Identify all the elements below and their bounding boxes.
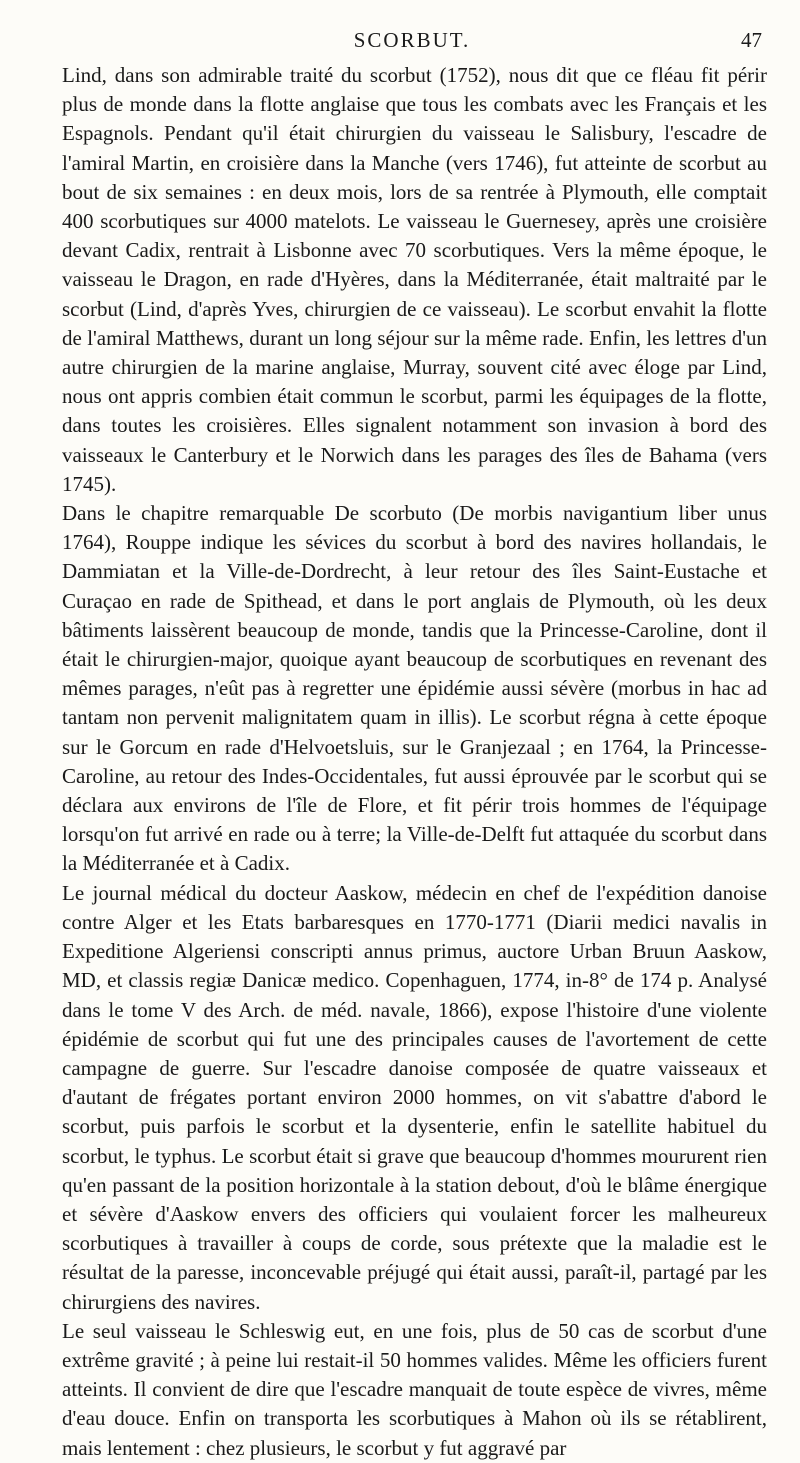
- running-head: [62, 28, 762, 62]
- paragraph-4: Le seul vaisseau le Schleswig eut, en une fois, plus de 50 cas de scorbut d'une extrême gravité ; à peine lui restait-il 50 hommes valides. Même les officiers furent atteints. Il convient de dire que l'escadre manquait de toute espèce de vivres, même d'eau douce. Enfin on transporta les scorbutiques à Mahon où ils se rétablirent, mais lentement : chez plusieurs, le scorbut y fut aggravé par: [62, 1318, 767, 1460]
- page-number: 47: [741, 28, 762, 52]
- paragraph-3: Le journal médical du docteur Aaskow, médecin en chef de l'expédition danoise contre Alger et les Etats barbaresques en 1770-1771 (Diarii medici navalis in Expeditione Algeriensi conscripti annus primus, auctore Urban Bruun Aaskow, MD, et classis regiæ Danicæ medico. Copenhaguen, 1774, in-8° de 174 p. Analysé dans le tome V des Arch. de méd. navale, 1866), expose l'histoire d'une violente épidémie de scorbut qui fut une des principales causes de l'avortement de cette campagne de guerre. Sur l'escadre danoise composée de quatre vaisseaux et d'autant de frégates portant environ 2000 hommes, on vit s'abattre d'abord le scorbut, puis parfois le scorbut et la dysenterie, enfin le satellite habituel du scorbut, le typhus. Le scorbut était si grave que beaucoup d'hommes moururent rien qu'en passant de la position horizontale à la station debout, d'où le blâme énergique et sévère d'Aaskow envers des officiers qui voulaient forcer les malheureux scorbutiques à travailler à coups de corde, sous prétexte que la maladie est le résultat de la paresse, inconcevable préjugé qui était aussi, paraît-il, partagé par les chirurgiens des navires.: [62, 880, 767, 1314]
- running-head-title: SCORBUT.: [353, 28, 471, 52]
- paragraph-2: Dans le chapitre remarquable De scorbuto (De morbis navigantium liber unus 1764), Rouppe indique les sévices du scorbut à bord des navires hollandais, le Dammiatan et la Ville-de-Dordrecht, à leur retour des îles Saint-Eustache et Curaçao en rade de Spithead, et dans le port anglais de Plymouth, où les deux bâtiments laissèrent beaucoup de monde, tandis que la Princesse-Caroline, dont il était le chirurgien-major, quoique ayant beaucoup de scorbutiques en revenant des mêmes parages, n'eût pas à regretter une épidémie aussi sévère (morbus in hac ad tantam non pervenit malignitatem quam in illis). Le scorbut régna à cette époque sur le Gorcum en rade d'Helvoetsluis, sur le Granjezaal ; en 1764, la Princesse-Caroline, au retour des Indes-Occidentales, fut aussi éprouvée par le scorbut qui se déclara aux environs de l'île de Flore, et fit périr trois hommes de l'équipage lorsqu'on fut arrivé en rade ou à terre; la Ville-de-Delft fut attaquée du scorbut dans la Méditerranée et à Cadix.: [62, 501, 767, 876]
- page-body: [62, 61, 767, 1463]
- paragraph-1: Lind, dans son admirable traité du scorbut (1752), nous dit que ce fléau fit périr plus de monde dans la flotte anglaise que tous les combats avec les Français et les Espagnols. Pendant qu'il était chirurgien du vaisseau le Salisbury, l'escadre de l'amiral Martin, en croisière dans la Manche (vers 1746), fut atteinte de scorbut au bout de six semaines : en deux mois, lors de sa rentrée à Plymouth, elle comptait 400 scorbutiques sur 4000 matelots. Le vaisseau le Guernesey, après une croisière devant Cadix, rentrait à Lisbonne avec 70 scorbutiques. Vers la même époque, le vaisseau le Dragon, en rade d'Hyères, dans la Méditerranée, était maltraité par le scorbut (Lind, d'après Yves, chirurgien de ce vaisseau). Le scorbut envahit la flotte de l'amiral Matthews, durant un long séjour sur la même rade. Enfin, les lettres d'un autre chirurgien de la marine anglaise, Murray, souvent cité avec éloge par Lind, nous ont appris combien était commun le scorbut, parmi les équipages de la flotte, dans toutes les croisières. Elles signalent notamment son invasion à bord des vaisseaux le Canterbury et le Norwich dans les parages des îles de Bahama (vers 1745).: [62, 63, 767, 496]
